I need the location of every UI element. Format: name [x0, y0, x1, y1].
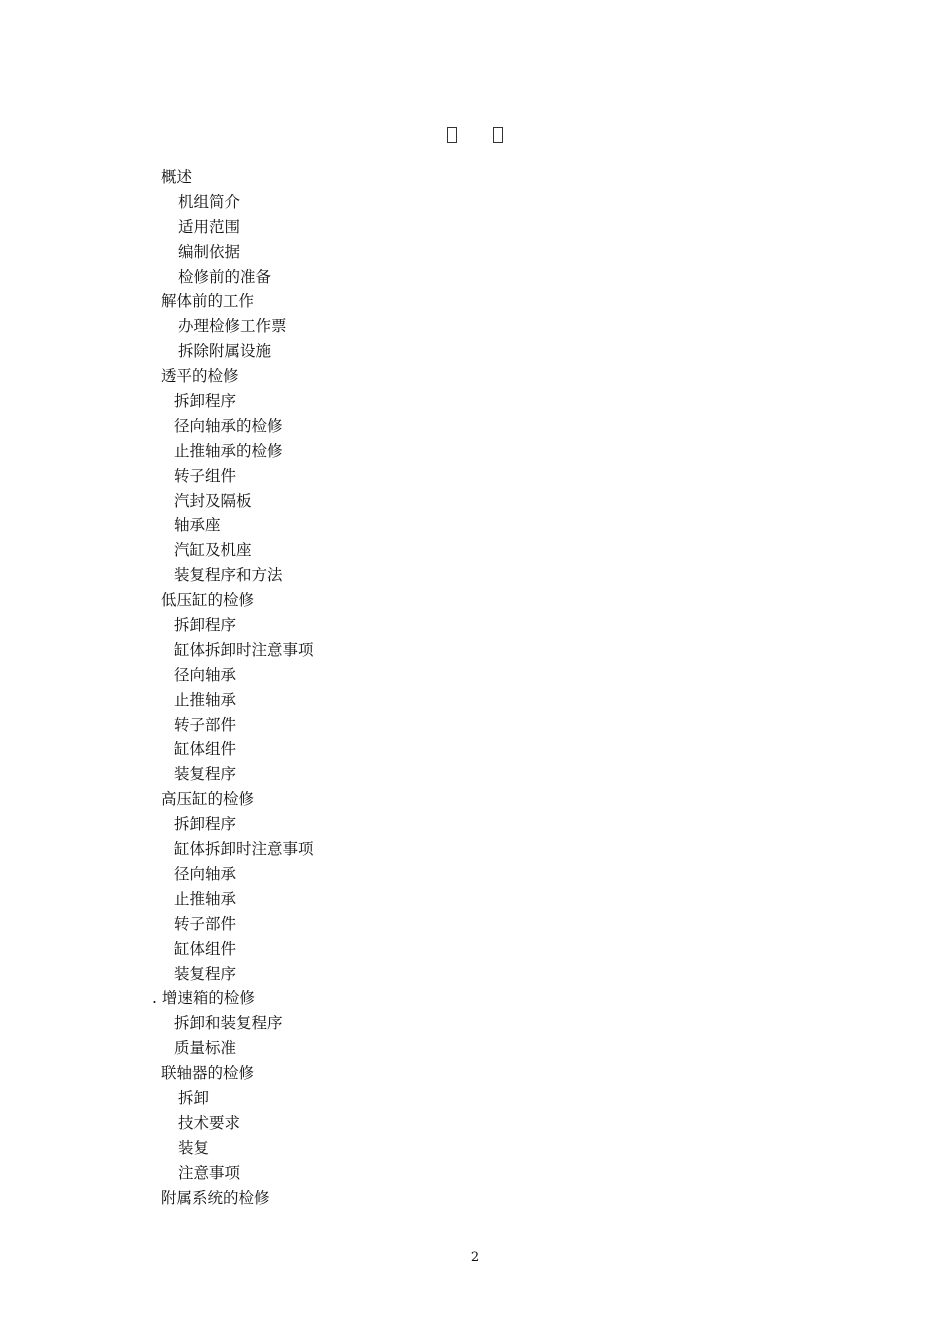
toc-subsection-entry: 适用范围	[178, 217, 241, 236]
toc-subsection-entry: 检修前的准备	[178, 267, 272, 286]
toc-subsection-entry: 缸体组件	[174, 939, 237, 958]
toc-subsection-entry: 缸体组件	[174, 740, 237, 759]
toc-subsection-entry: 拆除附属设施	[178, 342, 272, 361]
toc-subsection-entry: 技术要求	[178, 1113, 241, 1132]
toc-subsection-entry: 装复	[178, 1138, 210, 1157]
toc-subsection-entry: 拆卸程序	[174, 392, 237, 411]
toc-subsection-entry: 拆卸和装复程序	[174, 1014, 283, 1033]
toc-subsection-entry: 转子部件	[174, 914, 237, 933]
toc-subsection-entry: 编制依据	[178, 242, 241, 261]
toc-subsection-entry: 径向轴承	[174, 665, 237, 684]
page-number: 2	[470, 1250, 480, 1265]
toc-section-entry: 解体前的工作	[161, 292, 255, 311]
toc-subsection-entry: 装复程序	[174, 964, 237, 983]
toc-section-entry: 附属系统的检修	[161, 1188, 270, 1207]
toc-subsection-entry: 轴承座	[174, 516, 221, 535]
toc-subsection-entry: 装复程序和方法	[174, 566, 283, 585]
toc-subsection-entry: 拆卸	[178, 1088, 210, 1107]
toc-subsection-entry: 拆卸程序	[174, 815, 237, 834]
toc-section-entry: 低压缸的检修	[161, 591, 255, 610]
toc-subsection-entry: 拆卸程序	[174, 616, 237, 635]
toc-subsection-entry: 质量标准	[174, 1039, 237, 1058]
toc-subsection-entry: 办理检修工作票	[178, 317, 287, 336]
toc-section-entry: . 增速箱的检修	[152, 989, 255, 1008]
toc-title	[0, 124, 950, 143]
toc-subsection-entry: 汽封及隔板	[174, 491, 252, 510]
toc-section-entry: 高压缸的检修	[161, 790, 255, 809]
toc-section-entry: 透平的检修	[161, 367, 239, 386]
table-of-contents	[0, 165, 314, 1210]
toc-subsection-entry: 缸体拆卸时注意事项	[174, 640, 314, 659]
missing-glyph-box	[493, 127, 503, 143]
toc-subsection-entry: 转子部件	[174, 715, 237, 734]
toc-subsection-entry: 止推轴承	[174, 690, 237, 709]
toc-subsection-entry: 注意事项	[178, 1163, 241, 1182]
toc-subsection-entry: 径向轴承	[174, 864, 237, 883]
toc-subsection-entry: 装复程序	[174, 765, 237, 784]
toc-subsection-entry: 止推轴承的检修	[174, 441, 283, 460]
toc-subsection-entry: 汽缸及机座	[174, 541, 252, 560]
toc-subsection-entry: 转子组件	[174, 466, 237, 485]
toc-section-entry: 概述	[161, 168, 193, 186]
toc-subsection-entry: 径向轴承的检修	[174, 416, 283, 435]
missing-glyph-box	[447, 127, 457, 143]
toc-section-entry: 联轴器的检修	[161, 1064, 255, 1083]
toc-subsection-entry: 缸体拆卸时注意事项	[174, 840, 314, 859]
toc-subsection-entry: 止推轴承	[174, 889, 237, 908]
toc-subsection-entry: 机组简介	[178, 192, 241, 211]
